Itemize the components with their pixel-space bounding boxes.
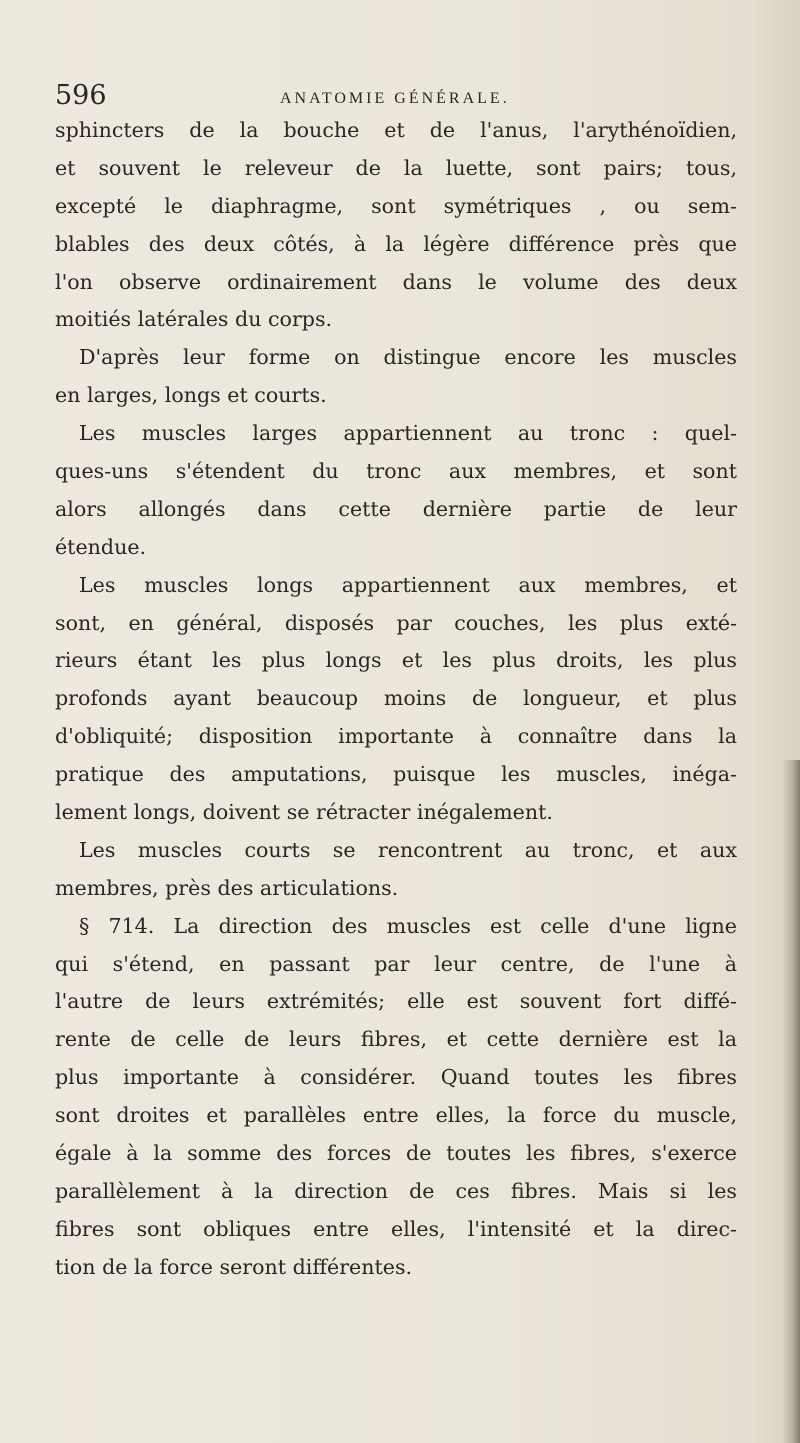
text-line: sont droites et parallèles entre elles, la force du muscle, xyxy=(55,1103,737,1128)
text-line: lement longs, doivent se rétracter inégalement. xyxy=(55,800,553,825)
text-line: Les muscles longs appartiennent aux membres, et xyxy=(79,572,737,597)
text-line: qui s'étend, en passant par leur centre, de l'une à xyxy=(55,951,737,976)
text-line: pratique des amputations, puisque les muscles, inéga- xyxy=(55,762,737,787)
text-line: § 714. La direction des muscles est celle d'une ligne xyxy=(79,913,737,938)
text-line: ques-uns s'étendent du tronc aux membres, et sont xyxy=(55,459,737,484)
running-title: ANATOMIE GÉNÉRALE. xyxy=(280,90,510,107)
text-line: alors allongés dans cette dernière partie de leur xyxy=(55,496,737,521)
page-edge-shadow xyxy=(782,760,800,1443)
text-line: fibres sont obliques entre elles, l'intensité et la direc- xyxy=(55,1216,737,1241)
text-line: tion de la force seront différentes. xyxy=(55,1254,413,1279)
text-line: et souvent le releveur de la luette, sont pairs; tous, xyxy=(55,155,737,180)
text-line: en larges, longs et courts. xyxy=(55,383,327,408)
text-line: parallèlement à la direction de ces fibres. Mais si les xyxy=(55,1178,737,1203)
text-line: l'on observe ordinairement dans le volume des deux xyxy=(55,269,737,294)
text-line: sphincters de la bouche et de l'anus, l'arythénoïdien, xyxy=(55,118,737,142)
text-line: étendue. xyxy=(55,534,147,559)
text-line: profonds ayant beaucoup moins de longueur, et plus xyxy=(55,686,737,711)
text-line: Les muscles courts se rencontrent au tronc, et aux xyxy=(79,837,737,862)
text-line: membres, près des articulations. xyxy=(55,875,399,900)
text-line: d'obliquité; disposition importante à connaître dans la xyxy=(55,724,737,749)
text-line: moitiés latérales du corps. xyxy=(55,307,333,332)
text-line: excepté le diaphragme, sont symétriques , ou sem- xyxy=(55,193,737,218)
page-number: 596 xyxy=(55,80,107,111)
text-line: rente de celle de leurs fibres, et cette dernière est la xyxy=(55,1027,737,1052)
body-text xyxy=(55,112,737,1287)
text-line: égale à la somme des forces de toutes les fibres, s'exerce xyxy=(55,1141,737,1166)
text-line: rieurs étant les plus longs et les plus droits, les plus xyxy=(55,648,737,673)
text-line: sont, en général, disposés par couches, les plus exté- xyxy=(55,610,737,635)
text-line: blables des deux côtés, à la légère différence près que xyxy=(55,231,737,256)
text-line: Les muscles larges appartiennent au tronc : quel- xyxy=(79,421,737,446)
text-line: plus importante à considérer. Quand toutes les fibres xyxy=(55,1065,737,1090)
text-line: l'autre de leurs extrémités; elle est souvent fort diffé- xyxy=(55,989,737,1014)
text-line: D'après leur forme on distingue encore les muscles xyxy=(79,345,737,370)
